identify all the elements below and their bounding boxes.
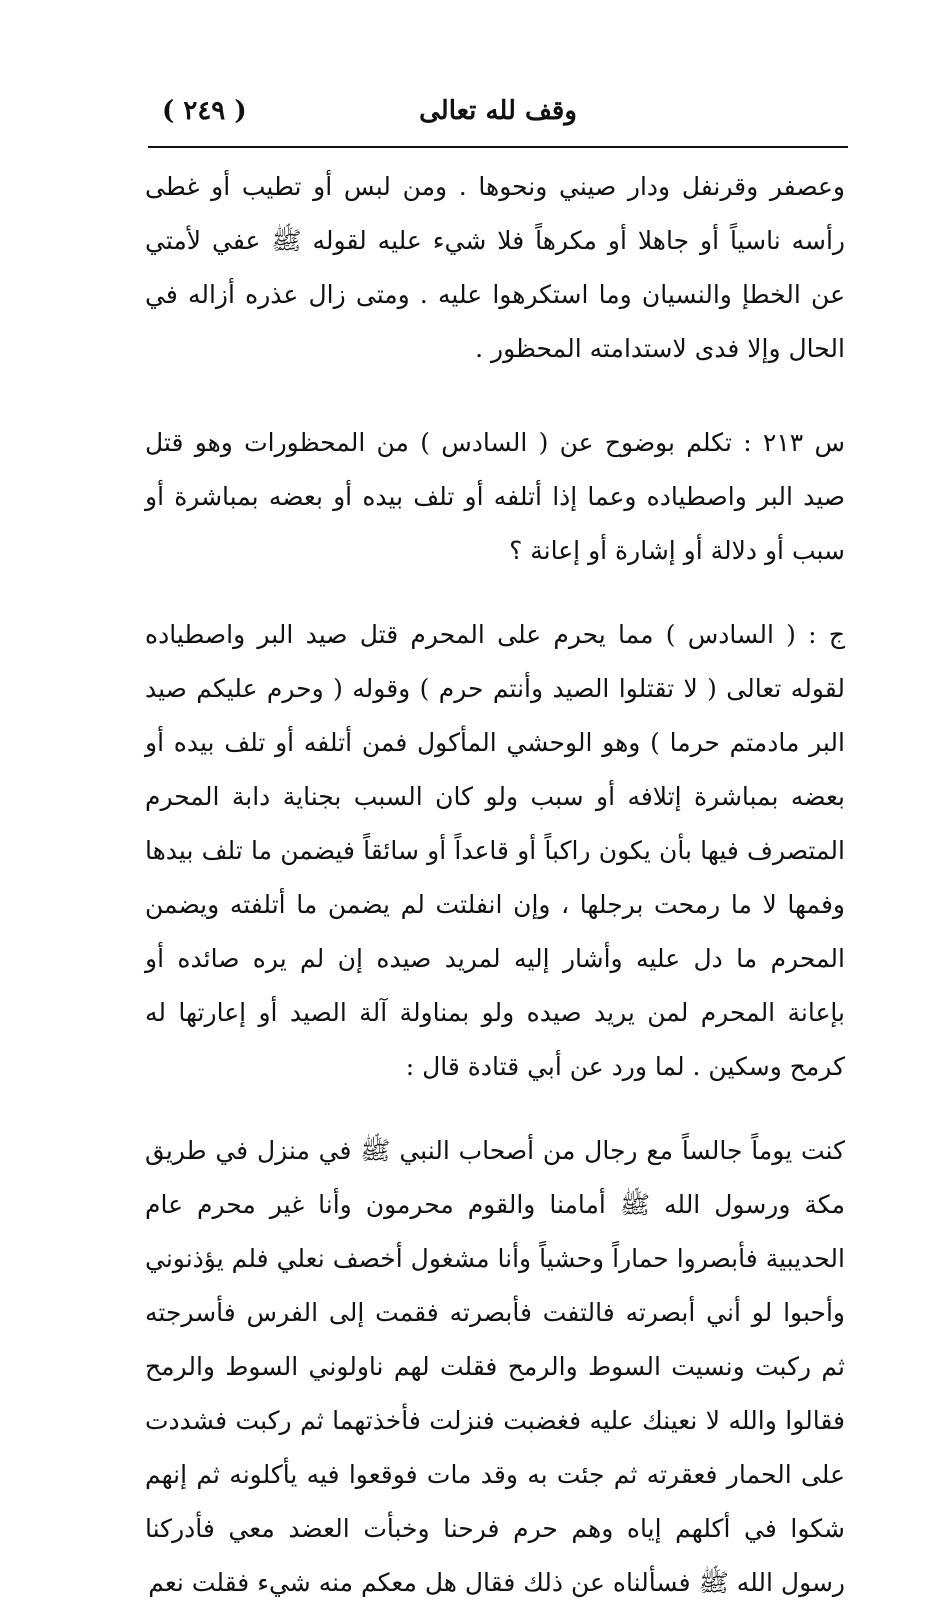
hadith-paragraph: كنت يوماً جالساً مع رجال من أصحاب النبي ﷺ في منزل في طريق مكة ورسول الله ﷺ أمامنا والقوم محرمون وأنا غير محرم عام الحديبية فأبصروا حماراً وحشياً وأنا مشغول أخصف نعلي فلم يؤذنوني وأحبوا لو أني أبصرته فالتفت فأبصرته فقمت إلى الفرس فأسرجته ثم ركبت ونسيت السوط والرمح فقلت لهم ناولوني السوط والرمح فقالوا والله لا نعينك عليه فغضبت فنزلت فأخذتهما ثم ركبت فشددت على الحمار فعقرته ثم جئت به وقد مات فوقعوا فيه يأكلونه ثم إنهم شكوا في أكلهم إياه وهم حرم فرحنا وخبأت العضد معي فأدركنا رسول الله ﷺ فسألناه عن ذلك فقال هل معكم منه شيء فقلت نعم <box>145 1136 845 1597</box>
paragraph-gap <box>145 376 845 416</box>
page-body <box>145 160 845 1610</box>
running-title: وقف لله تعالى <box>419 96 577 126</box>
paragraph-gap <box>145 578 845 608</box>
paragraph-gap <box>145 1094 845 1124</box>
paragraph-continuation: وعصفر وقرنفل ودار صيني ونحوها . ومن لبس أو تطيب أو غطى رأسه ناسياً أو جاهلا أو مكرهاً فلا شيء عليه لقوله ﷺ عفي لأمتي عن الخطإ والنسيان وما استكرهوا عليه . ومتى زال عذره أزاله في الحال وإلا فدى لاستدامته المحظور . <box>145 172 845 363</box>
page-header <box>148 92 848 148</box>
page-number: ( ٢٤٩ ) <box>162 96 247 126</box>
answer-paragraph: ج : ( السادس ) مما يحرم على المحرم قتل صيد البر واصطياده لقوله تعالى ( لا تقتلوا الصيد وأنتم حرم ) وقوله ( وحرم عليكم صيد البر مادمتم حرما ) وهو الوحشي المأكول فمن أتلفه أو تلف بيده أو بعضه بمباشرة إتلافه أو سبب ولو كان السبب بجناية دابة المحرم المتصرف فيها بأن يكون راكباً أو قاعداً أو سائقاً فيضمن ما تلف بيدها وفمها لا ما رمحت برجلها ، وإن انفلتت لم يضمن ما أتلفته ويضمن المحرم ما دل عليه وأشار إليه لمريد صيده إن لم يره صائده أو بإعانة المحرم لمن يريد صيده ولو بمناولة آلة الصيد أو إعارتها له كرمح وسكين . لما ورد عن أبي قتادة قال : <box>145 620 845 1081</box>
question-paragraph: س ٢١٣ : تكلم بوضوح عن ( السادس ) من المحظورات وهو قتل صيد البر واصطياده وعما إذا أتلفه أو تلف بيده أو بعضه بمباشرة أو سبب أو دلالة أو إشارة أو إعانة ؟ <box>145 428 845 565</box>
